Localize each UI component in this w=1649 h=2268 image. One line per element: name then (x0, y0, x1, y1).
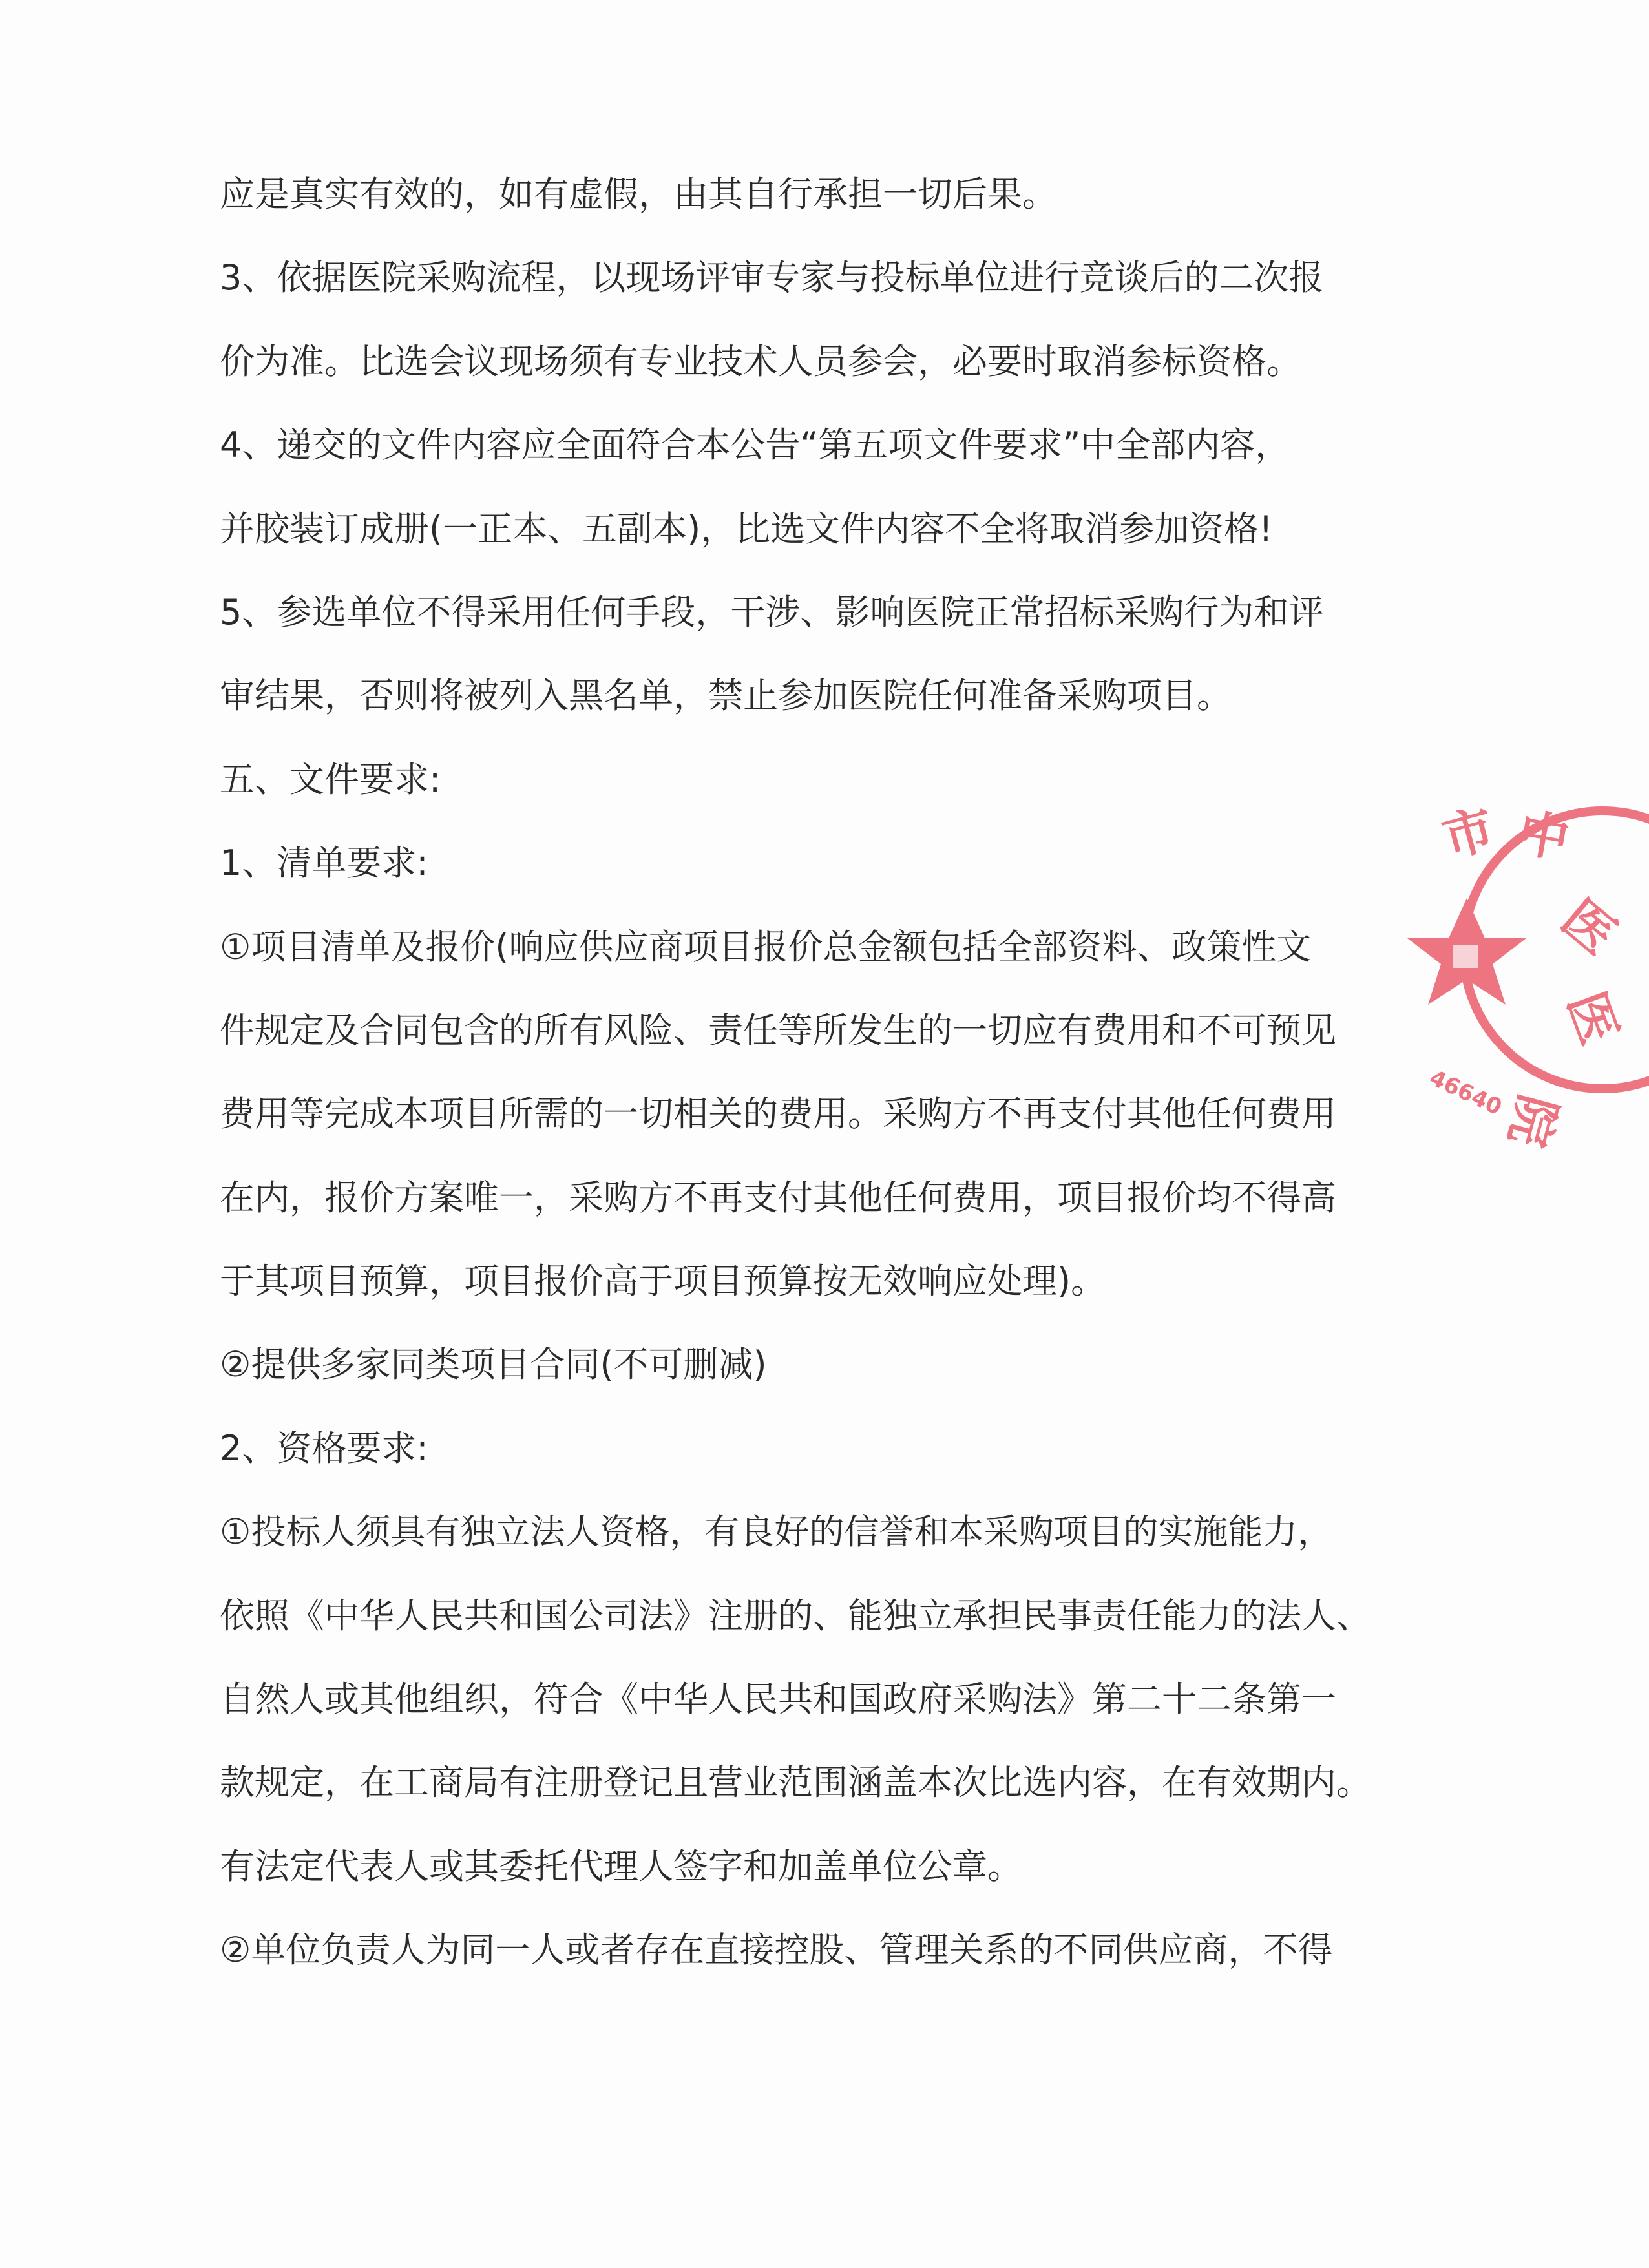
text-line: 价为准。比选会议现场须有专业技术人员参会，必要时取消参标资格。 (220, 341, 1301, 382)
text-line: 3、依据医院采购流程，以现场评审专家与投标单位进行竞谈后的二次报 (220, 257, 1324, 299)
seal-char: 市 (1436, 799, 1501, 869)
seal-char: 院 (1497, 1089, 1568, 1153)
text-line: 款规定，在工商局有注册登记且营业范围涵盖本次比选内容，在有效期内。 (220, 1762, 1371, 1803)
seal-qr-mark (1453, 945, 1478, 968)
seal-number: 46640 (1425, 1064, 1506, 1121)
seal-char: 医 (1550, 888, 1628, 966)
text-line: 于其项目预算，项目报价高于项目预算按无效响应处理)。 (220, 1261, 1106, 1302)
text-line: 应是真实有效的，如有虚假，由其自行承担一切后果。 (220, 174, 1057, 215)
text-line: ②提供多家同类项目合同(不可删减) (220, 1344, 767, 1385)
seal-char: 中 (1513, 803, 1574, 870)
text-line: 5、参选单位不得采用任何手段，干涉、影响医院正常招标采购行为和评 (220, 591, 1324, 633)
text-line: 有法定代表人或其委托代理人签字和加盖单位公章。 (220, 1845, 1022, 1887)
text-line: ②单位负责人为同一人或者存在直接控股、管理关系的不同供应商，不得 (220, 1929, 1333, 1971)
text-line: 依照《中华人民共和国公司法》注册的、能独立承担民事责任能力的法人、 (220, 1595, 1371, 1636)
text-line: ①投标人须具有独立法人资格，有良好的信誉和本采购项目的实施能力， (220, 1511, 1333, 1553)
subsection-heading: 2、资格要求: (220, 1427, 428, 1469)
text-line: 在内，报价方案唯一，采购方不再支付其他任何费用，项目报价均不得高 (220, 1177, 1336, 1218)
text-line: 费用等完成本项目所需的一切相关的费用。采购方不再支付其他任何费用 (220, 1093, 1336, 1135)
text-line: 审结果，否则将被列入黑名单，禁止参加医院任何准备采购项目。 (220, 675, 1232, 717)
seal-char: 医 (1556, 984, 1629, 1052)
text-line: 件规定及合同包含的所有风险、责任等所发生的一切应有费用和不可预见 (220, 1009, 1336, 1051)
official-seal (1389, 795, 1649, 1157)
text-line: ①项目清单及报价(响应供应商项目报价总金额包括全部资料、政策性文 (220, 926, 1312, 967)
text-line: 并胶装订成册(一正本、五副本)，比选文件内容不全将取消参加资格! (220, 508, 1273, 549)
text-line: 4、递交的文件内容应全面符合本公告“第五项文件要求”中全部内容， (220, 425, 1290, 466)
subsection-heading: 1、清单要求: (220, 843, 428, 884)
text-line: 自然人或其他组织，符合《中华人民共和国政府采购法》第二十二条第一 (220, 1679, 1336, 1720)
document-body (220, 152, 1434, 1992)
section-heading: 五、文件要求: (220, 759, 441, 800)
